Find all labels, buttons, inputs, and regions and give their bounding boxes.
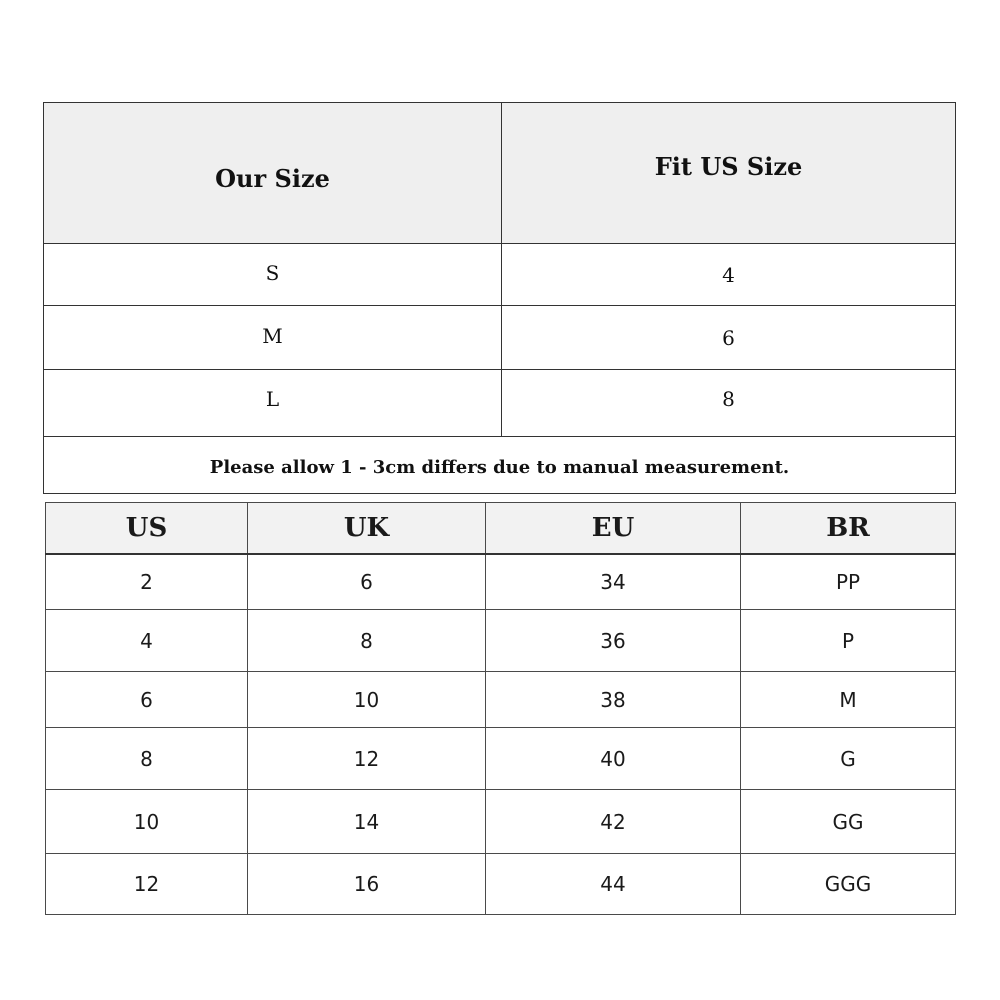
us-size-cell: 4 xyxy=(46,610,248,672)
br-size-cell: G xyxy=(741,728,956,790)
eu-size-cell: 40 xyxy=(486,728,741,790)
table-row xyxy=(46,554,956,610)
fit-us-size-cell: 8 xyxy=(502,370,956,437)
uk-size-cell: 14 xyxy=(248,790,486,854)
uk-size-cell: 16 xyxy=(248,854,486,915)
note-row xyxy=(44,437,956,494)
our-size-cell: M xyxy=(44,306,502,370)
header-br: BR xyxy=(741,503,956,554)
table-row xyxy=(46,672,956,728)
fit-us-size-cell: 6 xyxy=(502,306,956,370)
size-fit-table xyxy=(43,102,956,494)
table-row xyxy=(44,370,956,437)
uk-size-cell: 10 xyxy=(248,672,486,728)
eu-size-cell: 38 xyxy=(486,672,741,728)
br-size-cell: P xyxy=(741,610,956,672)
eu-size-cell: 42 xyxy=(486,790,741,854)
uk-size-cell: 12 xyxy=(248,728,486,790)
uk-size-cell: 8 xyxy=(248,610,486,672)
table-row xyxy=(44,244,956,306)
table-row xyxy=(46,728,956,790)
size-conversion-table xyxy=(45,502,956,915)
table-row xyxy=(46,610,956,672)
us-size-cell: 2 xyxy=(46,554,248,610)
us-size-cell: 12 xyxy=(46,854,248,915)
us-size-cell: 6 xyxy=(46,672,248,728)
eu-size-cell: 34 xyxy=(486,554,741,610)
fit-us-size-cell: 4 xyxy=(502,244,956,306)
table-row xyxy=(46,854,956,915)
header-eu: EU xyxy=(486,503,741,554)
us-size-cell: 10 xyxy=(46,790,248,854)
br-size-cell: GG xyxy=(741,790,956,854)
table-row xyxy=(44,306,956,370)
header-uk: UK xyxy=(248,503,486,554)
table-header-row xyxy=(44,103,956,244)
table-row xyxy=(46,790,956,854)
br-size-cell: GGG xyxy=(741,854,956,915)
measurement-note: Please allow 1 - 3cm differs due to manual measurement. xyxy=(44,437,956,494)
eu-size-cell: 36 xyxy=(486,610,741,672)
table-header-row xyxy=(46,503,956,554)
header-us: US xyxy=(46,503,248,554)
header-fit-us-size: Fit US Size xyxy=(502,103,956,244)
header-our-size: Our Size xyxy=(44,103,502,244)
our-size-cell: S xyxy=(44,244,502,306)
br-size-cell: PP xyxy=(741,554,956,610)
us-size-cell: 8 xyxy=(46,728,248,790)
uk-size-cell: 6 xyxy=(248,554,486,610)
br-size-cell: M xyxy=(741,672,956,728)
eu-size-cell: 44 xyxy=(486,854,741,915)
our-size-cell: L xyxy=(44,370,502,437)
